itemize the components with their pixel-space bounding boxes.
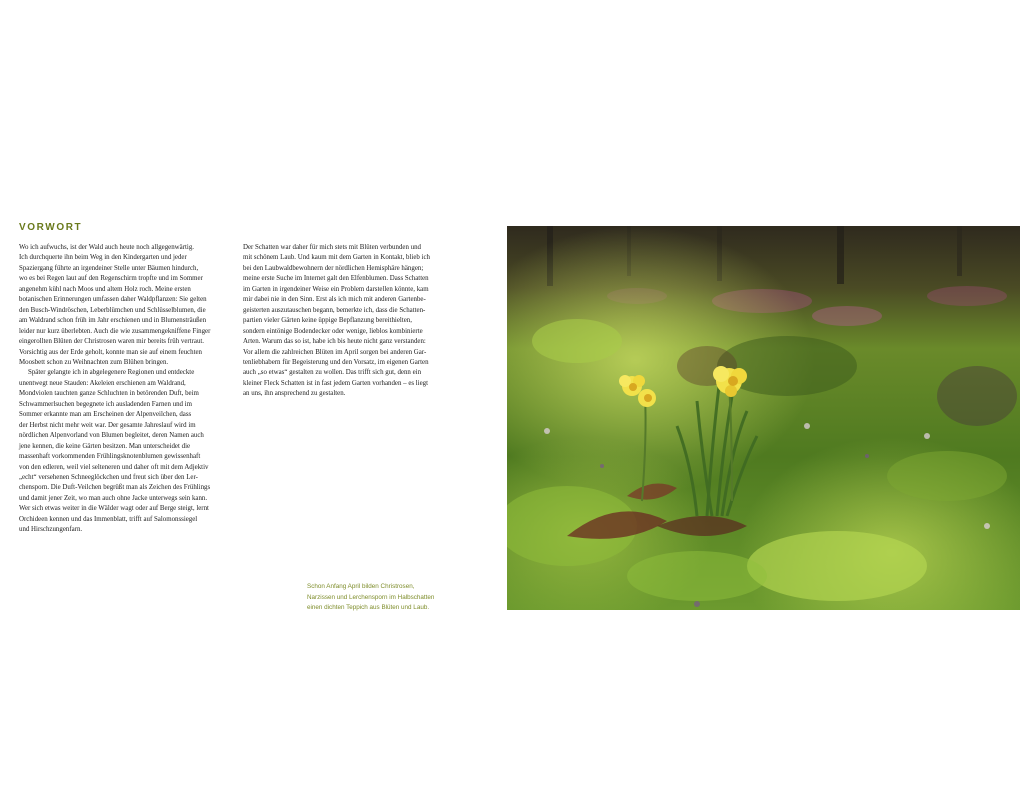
- text-line: sondern eintönige Bodendecker oder wenige, lieblos kombinierte: [243, 327, 423, 335]
- text-line: Ich durchquerte ihn beim Weg in den Kindergarten und jeder: [19, 254, 187, 262]
- text-line: wo es bei Regen laut auf den Regenschirm tropfte und im Sommer: [19, 275, 203, 283]
- text-line: Narzissen und Lerchensporn im Halbschatten: [307, 593, 435, 601]
- text-line: massenhaft vorkommenden Frühlingsknotenblumen gewissenhaft: [19, 453, 201, 461]
- text-line: den Busch-Windröschen, Leberblümchen und Schlüsselblumen, die: [19, 306, 206, 314]
- text-line: an uns, ihn ansprechend zu gestalten.: [243, 390, 346, 398]
- text-line: kleiner Fleck Schatten ist in fast jedem Garten vorhanden – es liegt: [243, 379, 429, 387]
- photo-caption: [307, 582, 447, 614]
- garden-photo: [507, 226, 1020, 610]
- text-line: unentwegt neue Stauden: Akeleien erschienen am Waldrand,: [19, 379, 186, 387]
- text-line: meine erste Suche im Internet galt den Elfenblumen. Dass Schatten: [243, 275, 429, 283]
- text-line: mir dabei nie in den Sinn. Erst als ich mich mit anderen Gartenbe-: [243, 296, 426, 304]
- text-line: Wo ich aufwuchs, ist der Wald auch heute noch allgegenwärtig.: [19, 244, 194, 251]
- text-line: „echt“ versehenen Schneeglöckchen und freut sich über den Ler-: [19, 473, 198, 481]
- text-line: Vorsichtig aus der Erde geholt, konnte man sie auf einem feuchten: [19, 348, 202, 356]
- text-line: Mondviolen tauchten ganze Schluchten in betörenden Duft, beim: [19, 390, 199, 398]
- text-line: partien vieler Gärten keine üppige Bepflanzung bereithielten,: [243, 317, 412, 325]
- text-line: der Herbst nicht mehr weit war. Der gesamte Jahreslauf wird im: [19, 421, 196, 429]
- text-line: von den edleren, weil viel selteneren und daher oft mit dem Adjektiv: [19, 463, 209, 471]
- text-line: Moosbett schon zu Weihnachten zum Blühen bringen.: [19, 358, 169, 366]
- text-column-left: [19, 243, 219, 536]
- text-line: eingerollten Blüten der Christrosen waren mir bereits früh vertraut.: [19, 338, 205, 346]
- text-line: Arten. Warum das so ist, habe ich bis heute nicht ganz verstanden:: [243, 338, 426, 346]
- text-line: und damit jener Zeit, wo man auch ohne Jacke unterwegs sein kann.: [19, 494, 208, 502]
- text-line: mit schönem Laub. Und kaum mit dem Garten in Kontakt, blieb ich: [243, 254, 430, 262]
- text-column-right: [243, 243, 439, 400]
- text-line: chensporn. Die Duft-Veilchen begrüßt man als Zeichen des Frühlings: [19, 484, 211, 492]
- text-line: Orchideen kennen und das Immenblatt, trifft auf Salomonssiegel: [19, 515, 198, 523]
- text-line: und Hirschzungenfarn.: [19, 526, 83, 534]
- text-line: nördlichen Alpenvorland von Blumen begleitet, deren Namen auch: [19, 432, 204, 440]
- text-line: jene kennen, die keine Gärten besitzen. Man unterscheidet die: [19, 442, 191, 450]
- text-line: Schon Anfang April bilden Christrosen,: [307, 583, 415, 590]
- text-line: im Garten in irgendeiner Weise ein Problem darstellen könnte, kam: [243, 285, 429, 293]
- text-line: auch „so etwas“ gestalten zu wollen. Das trifft sich gut, denn ein: [243, 369, 422, 377]
- text-line: am Waldrand schon früh im Jahr erschienen und in Blumensträußen: [19, 317, 207, 325]
- text-line: Wer sich etwas weiter in die Wälder wagt oder auf Berge steigt, lernt: [19, 505, 209, 513]
- text-line: botanischen Erinnerungen umfassen daher Waldpflanzen: Sie gelten: [19, 296, 207, 304]
- text-line: Sommer erkannte man am Erscheinen der Alpenveilchen, dass: [19, 411, 192, 419]
- section-heading: VORWORT: [19, 222, 83, 233]
- text-line: tenliebhabern für Begeisterung und den Vorsatz, im eigenen Garten: [243, 358, 429, 366]
- text-line: Spaziergang führte an irgendeiner Stelle unter Bäumen hindurch,: [19, 264, 199, 272]
- text-line: leider nur kurz überlebten. Auch die wie zusammengekniffene Finger: [19, 327, 211, 335]
- text-line: Schwammerlsuchen begegnete ich ausladenden Farnen und im: [19, 400, 192, 408]
- text-line: Der Schatten war daher für mich stets mit Blüten verbunden und: [243, 244, 421, 251]
- text-line: Vor allem die zahlreichen Blüten im April sorgen bei anderen Gar-: [243, 348, 427, 356]
- text-line: bei den Laubwaldbewohnern der nördlichen Hemisphäre hängen;: [243, 264, 424, 272]
- text-line: Später gelangte ich in abgelegenere Regionen und entdeckte: [28, 369, 195, 377]
- text-line: angenehm kühl nach Moos und altem Holz roch. Meine ersten: [19, 285, 191, 293]
- text-line: einen dichten Teppich aus Blüten und Laub.: [307, 604, 430, 611]
- text-line: geisterten auszutauschen begann, bemerkte ich, dass die Schatten-: [243, 306, 426, 314]
